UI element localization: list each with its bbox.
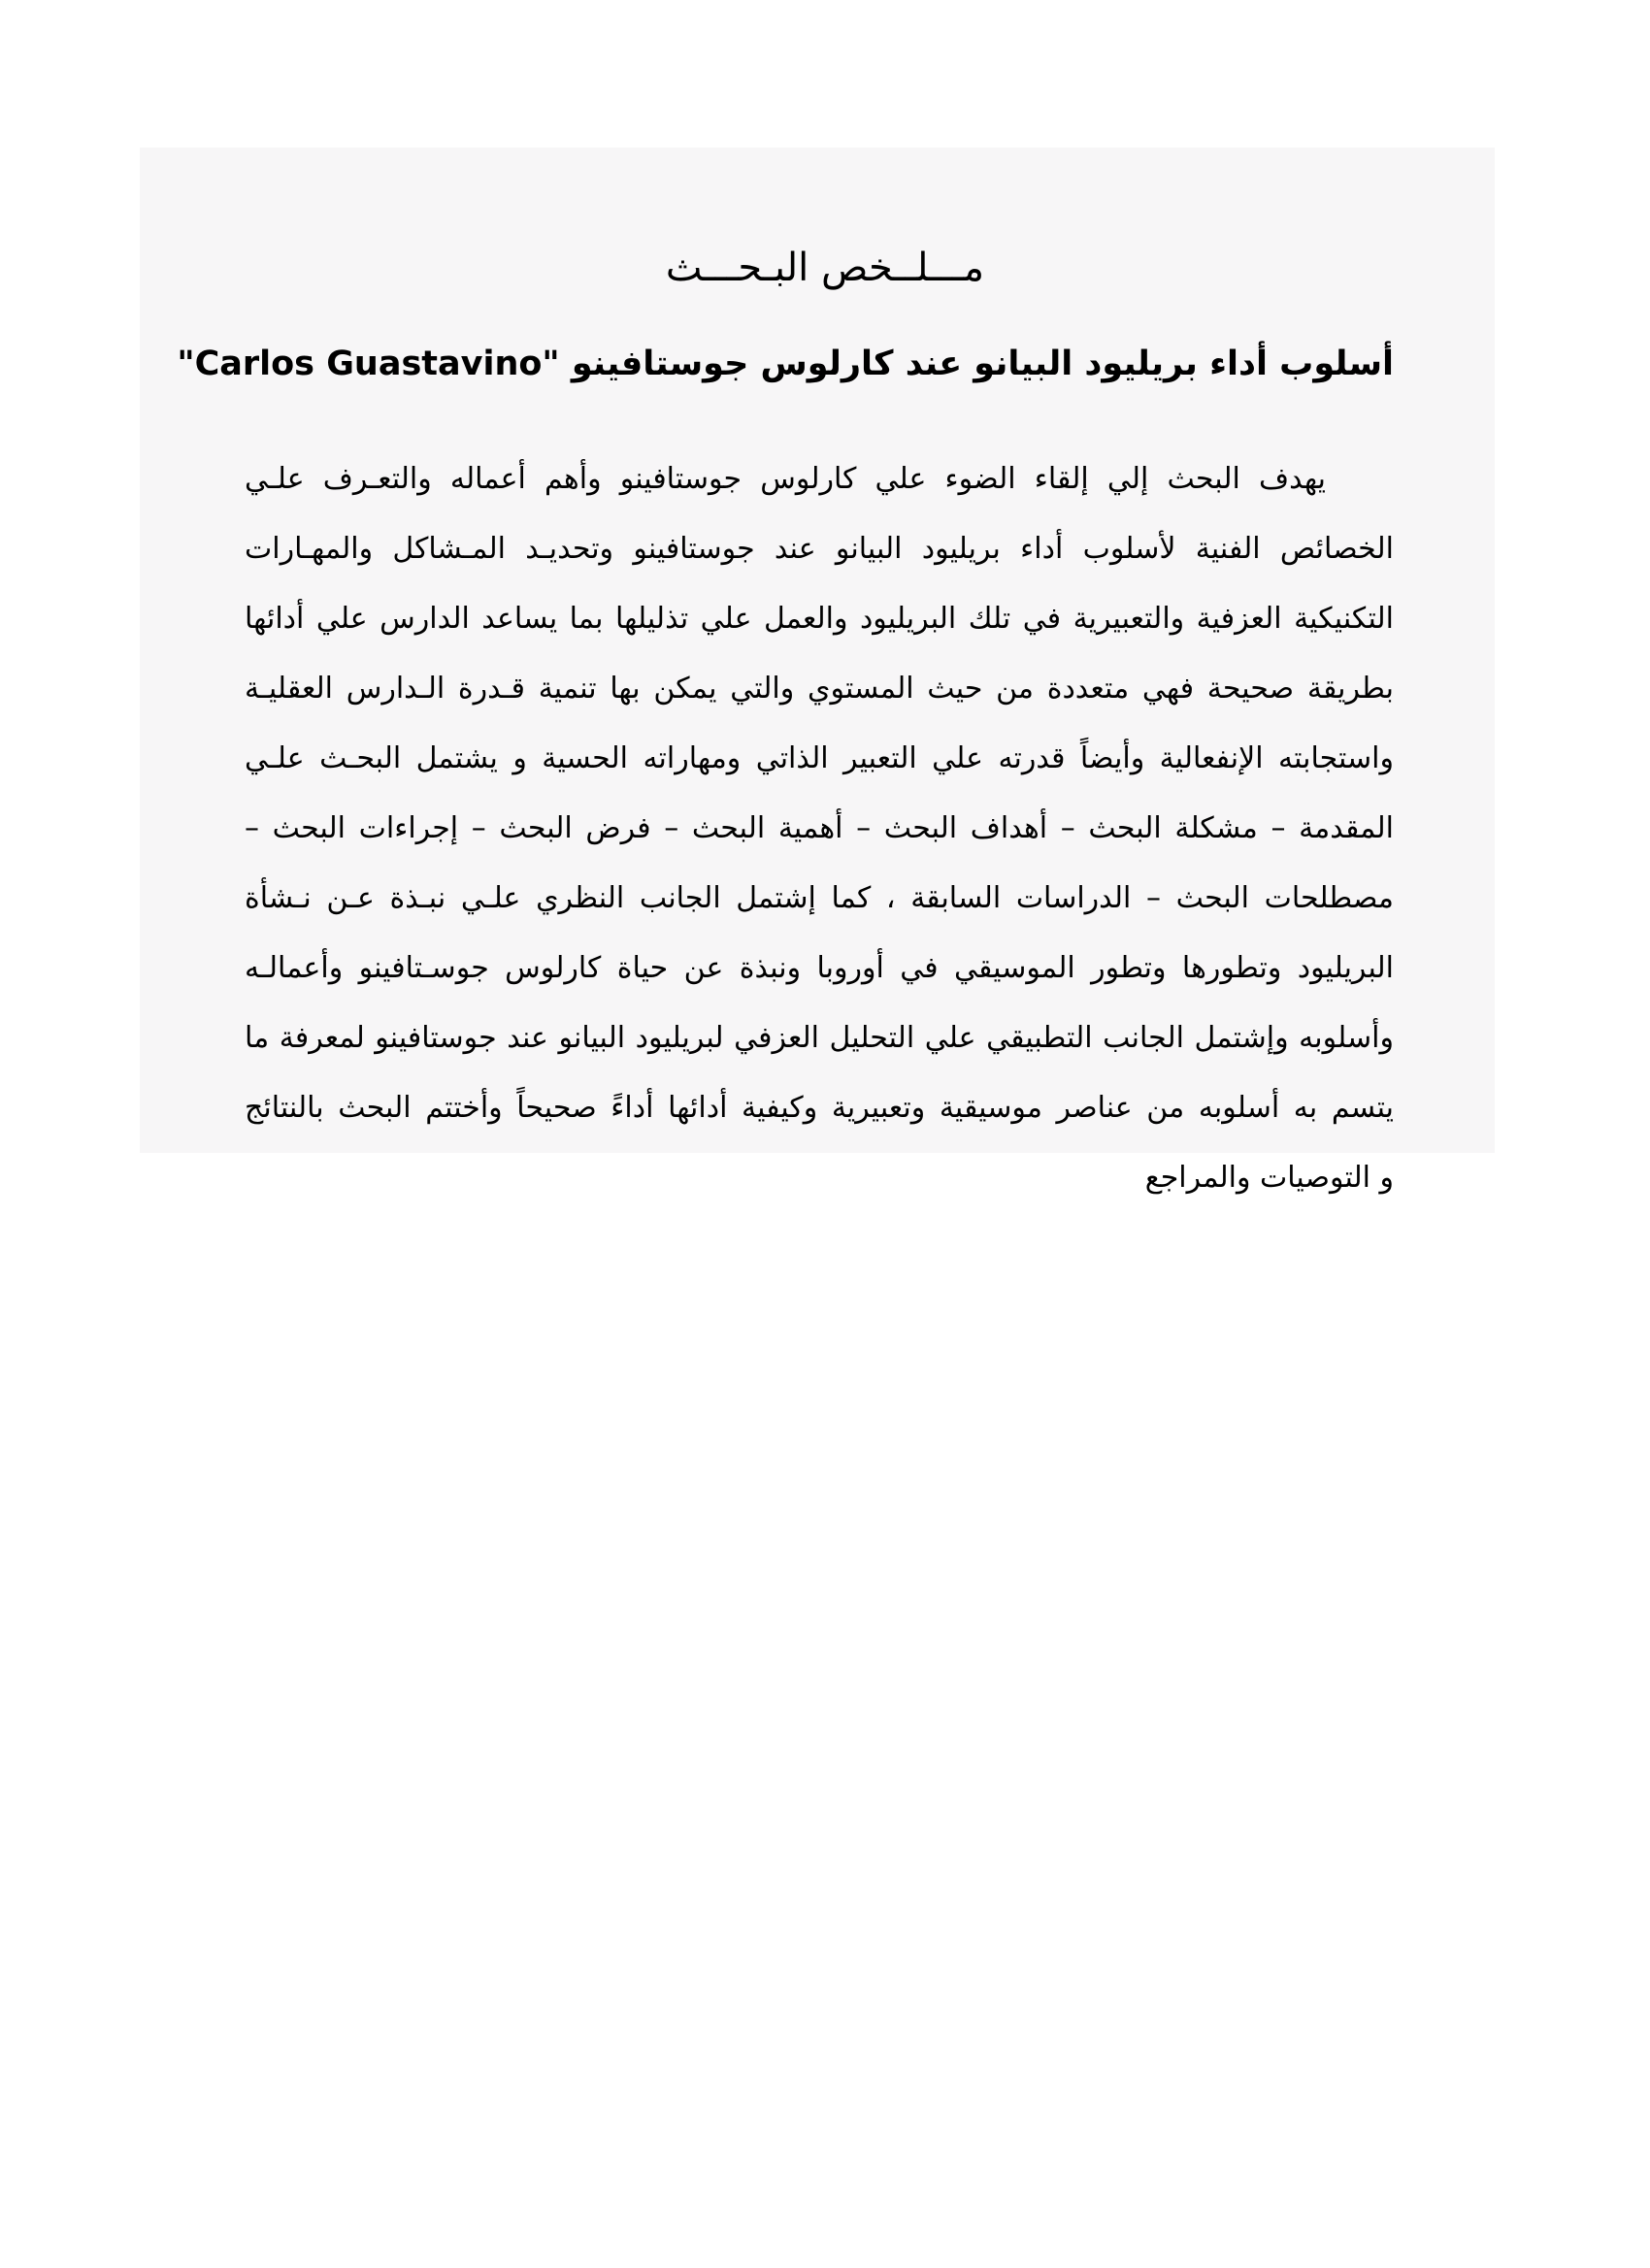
abstract-line: المقدمة – مشكلة البحث – أهداف البحث – أهمية البحث – فرض البحث – إجراءات البحث –	[245, 811, 1394, 845]
abstract-line: مصطلحات البحث – الدراسات السابقة ، كما إشتمل الجانب النظري علـي نبـذة عـن نـشأة	[245, 881, 1394, 915]
abstract-line: واستجابته الإنفعالية وأيضاً قدرته علي التعبير الذاتي ومهاراته الحسية و يشتمل البحـث علـي	[245, 741, 1394, 775]
abstract-line: وأسلوبه وإشتمل الجانب التطبيقي علي التحليل العزفي لبريليود البيانو عند جوستافينو لمعرفة ما	[245, 1021, 1394, 1055]
abstract-line: بطريقة صحيحة فهي متعددة من حيث المستوي والتي يمكن بها تنمية قـدرة الـدارس العقليـة	[245, 672, 1394, 706]
abstract-line: يتسم به أسلوبه من عناصر موسيقية وتعبيرية وكيفية أدائها أداءً صحيحاً وأختتم البحث بالنتائج	[245, 1091, 1394, 1125]
subtitle-latin-name: "Carlos Guastavino"	[177, 345, 560, 383]
subtitle-arabic: أسلوب أداء بريليود البيانو عند كارلوس جوستافينو	[571, 345, 1394, 383]
research-subtitle	[177, 340, 1394, 388]
abstract-body	[245, 444, 1394, 1213]
abstract-line: التكنيكية العزفية والتعبيرية في تلك البريليود والعمل علي تذليلها بما يساعد الدارس علي أدائها	[245, 602, 1394, 636]
abstract-line: البريليود وتطورها وتطور الموسيقي في أوروبا ونبذة عن حياة كارلوس جوسـتافينو وأعمالـه	[245, 951, 1394, 985]
abstract-line: يهدف البحث إلي إلقاء الضوء علي كارلوس جوستافينو وأهم أعماله والتعـرف علـي	[245, 462, 1326, 496]
abstract-line: الخصائص الفنية لأسلوب أداء بريليود البيانو عند جوستافينو وتحديـد المـشاكل والمهـارات	[245, 532, 1394, 566]
abstract-line: و التوصيات والمراجع	[1144, 1161, 1394, 1195]
page-title: مـــلــخص البـحـــث	[665, 246, 985, 290]
